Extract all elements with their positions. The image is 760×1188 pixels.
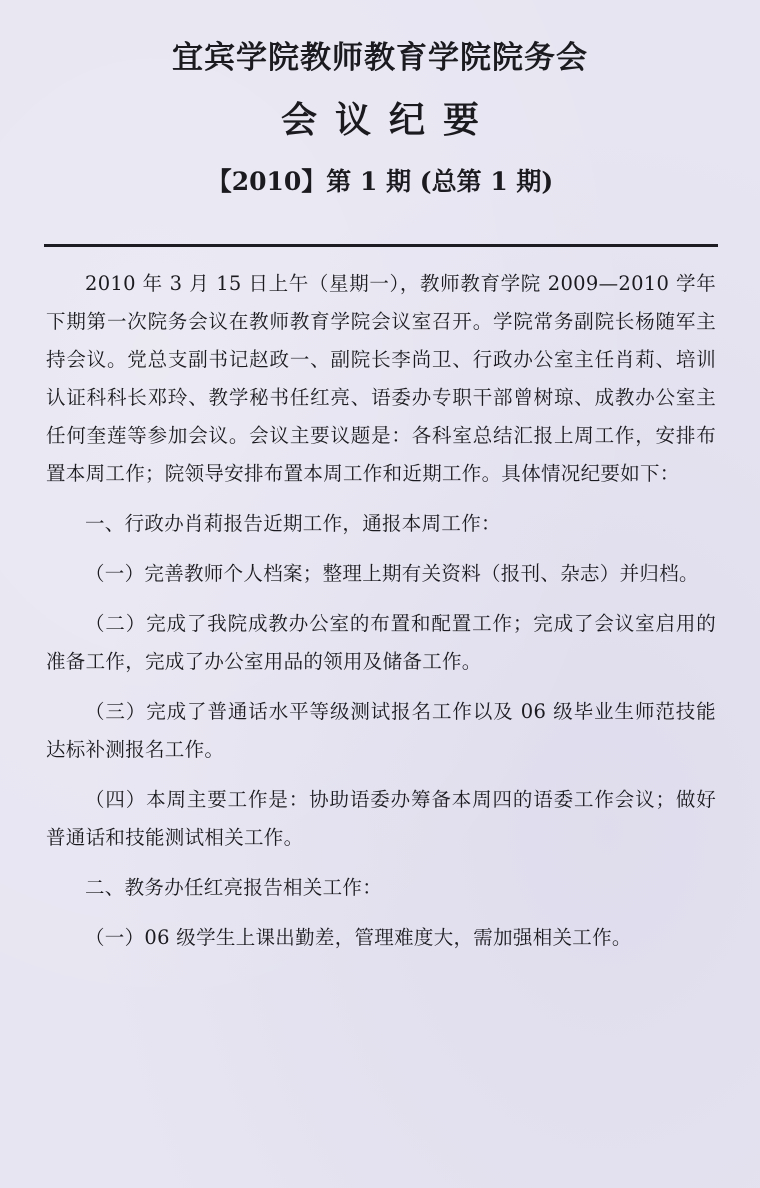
section-2-heading: 二、教务办任红亮报告相关工作：	[85, 876, 383, 899]
section-1-item-1: （一）完善教师个人档案；整理上期有关资料（报刊、杂志）并归档。	[85, 562, 699, 585]
document-title: 宜宾学院教师教育学院院务会	[172, 40, 588, 76]
issue-number: 【2010】第 1 期 (总第 1 期)	[206, 167, 554, 196]
section-2-item-1: （一）06 级学生上课出勤差，管理难度大，需加强相关工作。	[85, 926, 632, 949]
intro-paragraph: 2010 年 3 月 15 日上午（星期一），教师教育学院 2009—2010 学年下期第一次院务会议在教师教育学院会议室召开。学院常务副院长杨随军主持会议。党总支副书记赵政一、副院长李尚卫、行政办公室主任肖莉、培训认证科科长邓玲、教学秘书任红亮、语委办专职干部曾树琼、成教办公室主任何奎莲等参加会议。会议主要议题是：各科室总结汇报上周工作，安排布置本周工作；院领导安排布置本周工作和近期工作。具体情况纪要如下：	[46, 272, 716, 485]
section-1-item-2: （二）完成了我院成教办公室的布置和配置工作；完成了会议室启用的准备工作，完成了办公室用品的领用及储备工作。	[46, 612, 716, 673]
document-body	[46, 265, 716, 957]
section-1-item-4: （四）本周主要工作是：协助语委办筹备本周四的语委工作会议；做好普通话和技能测试相关工作。	[46, 788, 716, 849]
section-1-item-3: （三）完成了普通话水平等级测试报名工作以及 06 级毕业生师范技能达标补测报名工作。	[46, 700, 716, 761]
document-subtitle: 会议纪要	[280, 100, 497, 141]
section-1-heading: 一、行政办肖莉报告近期工作，通报本周工作：	[85, 512, 501, 535]
header-divider	[44, 244, 718, 247]
